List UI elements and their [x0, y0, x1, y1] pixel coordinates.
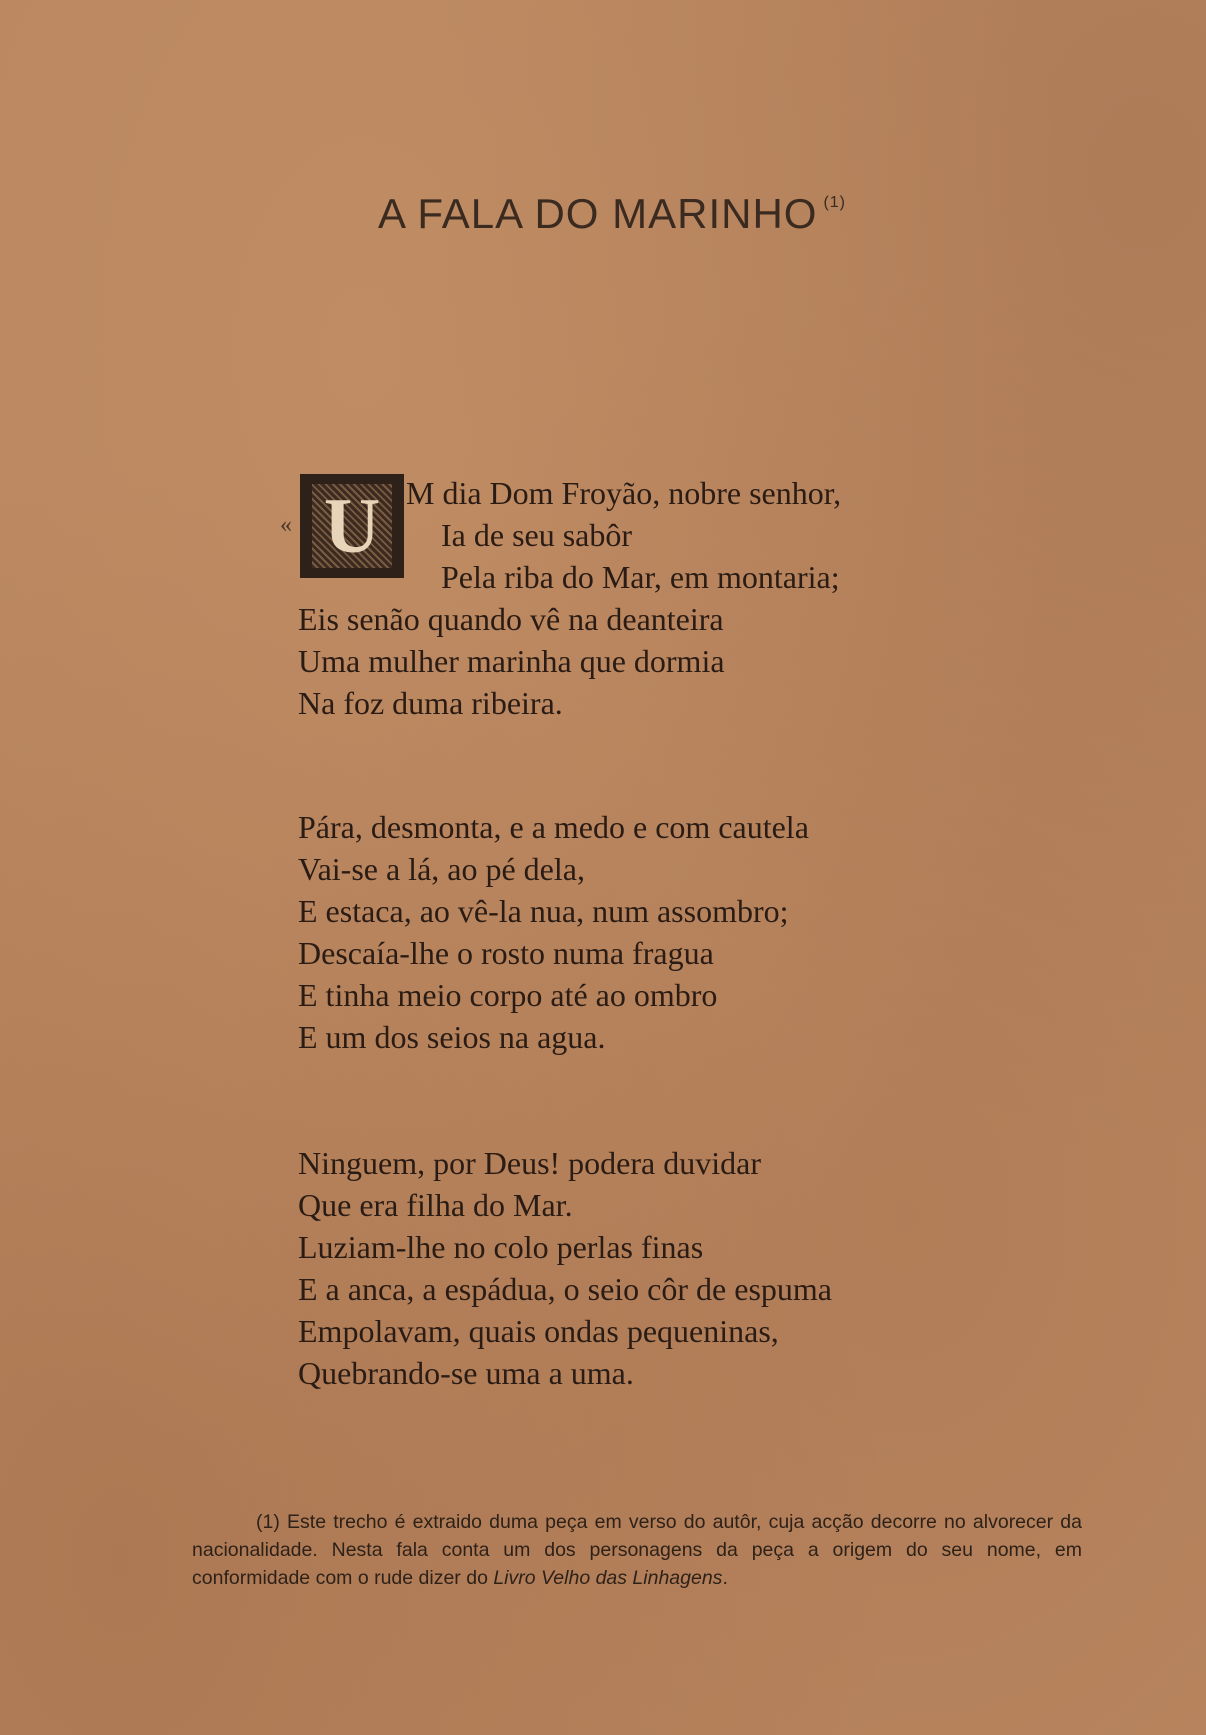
title-text: A FALA DO MARINHO — [378, 190, 818, 237]
verse-line: Vai-se a lá, ao pé dela, — [298, 851, 585, 887]
footnote-marker: (1) — [256, 1511, 280, 1533]
verse-line: Pára, desmonta, e a medo e com cautela — [298, 809, 809, 845]
stanza-3 — [298, 1142, 832, 1394]
verse-line: E estaca, ao vê-la nua, num assombro; — [298, 893, 789, 929]
verse-line: Eis senão quando vê na deanteira — [298, 601, 724, 637]
verse-line: E tinha meio corpo até ao ombro — [298, 977, 718, 1013]
footnote-end: . — [722, 1567, 728, 1589]
verse-line: Descaía-lhe o rosto numa fragua — [298, 935, 714, 971]
footnote-body: Este trecho é extraido duma peça em verso do autôr, cuja acção decorre no alvorecer da nacionalidade. Nesta fala conta um dos personagens da peça a origem do seu nome, em conformidade com o rude dizer do — [192, 1511, 1082, 1589]
verse-line: Empolavam, quais ondas pequeninas, — [298, 1313, 779, 1349]
verse-line: Ia de seu sabôr — [441, 517, 633, 553]
verse-line: Ninguem, por Deus! podera duvidar — [298, 1145, 761, 1181]
footnote-text — [192, 1508, 1082, 1592]
verse-line: Quebrando-se uma a uma. — [298, 1355, 634, 1391]
opening-quote-mark: « — [280, 512, 292, 538]
verse-line: E a anca, a espádua, o seio côr de espuma — [298, 1271, 832, 1307]
drop-cap-letter: U — [323, 482, 381, 569]
verse-line: Uma mulher marinha que dormia — [298, 643, 725, 679]
footnote — [192, 1508, 1082, 1592]
footnote-book-title: Livro Velho das Linhagens — [493, 1567, 723, 1589]
verse-line: M dia Dom Froyão, nobre senhor, — [406, 475, 842, 511]
verse-line: Que era filha do Mar. — [298, 1187, 573, 1223]
verse-line: E um dos seios na agua. — [298, 1019, 606, 1055]
verse-line: Pela riba do Mar, em montaria; — [441, 559, 840, 595]
stanza-1 — [298, 472, 841, 724]
title-footnote-mark: (1) — [823, 194, 847, 211]
poem-title — [378, 190, 846, 238]
verse-line: Na foz duma ribeira. — [298, 685, 563, 721]
verse-line: Luziam-lhe no colo perlas finas — [298, 1229, 704, 1265]
stanza-2 — [298, 806, 809, 1058]
